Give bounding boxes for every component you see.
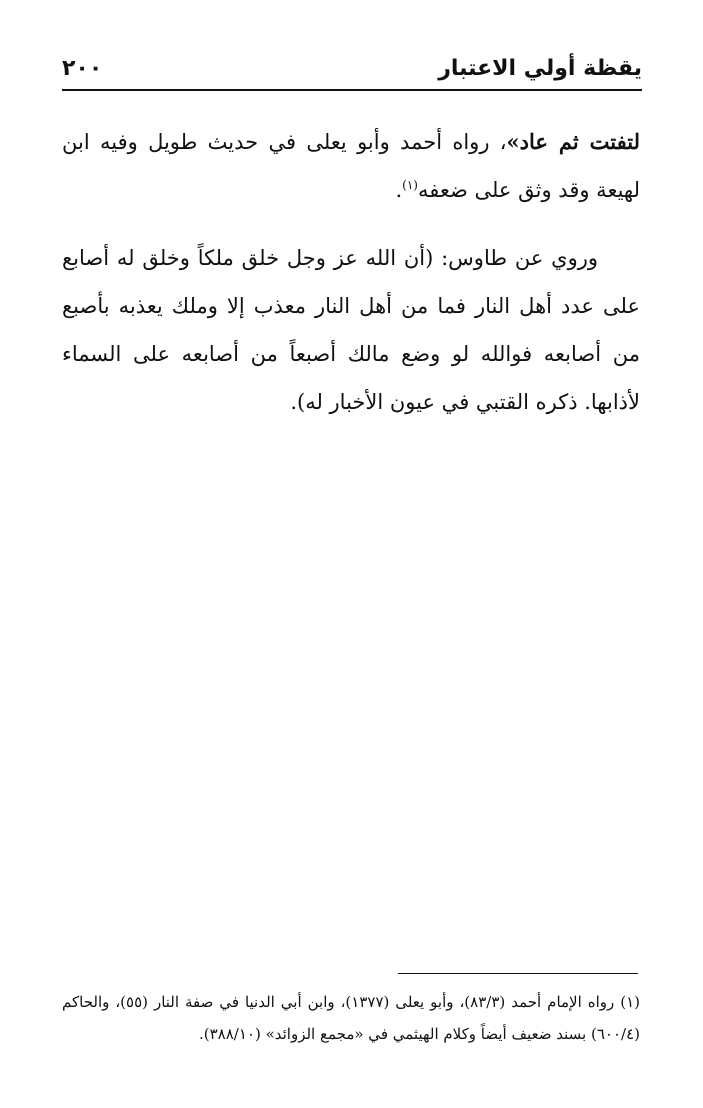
- header-divider: [62, 89, 642, 91]
- footnote-divider: [398, 973, 638, 974]
- footnote-1: (١) رواه الإمام أحمد (٨٣/٣)، وأبو يعلى (١٣٧٧)، وابن أبي الدنيا في صفة النار (٥٥)، والحاكم (٦٠٠/٤) بسند ضعيف أيضاً وكلام الهيثمي في «مجمع الزوائد» (٣٨٨/١٠).: [62, 993, 640, 1043]
- paragraph-1-text: ، رواه أحمد وأبو يعلى في حديث طويل وفيه ابن لهيعة وقد وثق على ضعفه: [62, 130, 640, 202]
- paragraph-1-end: .: [395, 178, 403, 202]
- main-text: [62, 118, 640, 426]
- book-title: يقظة أولي الاعتبار: [438, 56, 642, 81]
- paragraph-1: [62, 118, 640, 214]
- page-number: ٢٠٠: [62, 56, 103, 81]
- paragraph-2: وروي عن طاوس: (أن الله عز وجل خلق ملكاً وخلق له أصابع على عدد أهل النار فما من أهل النار معذب إلا وملك يعذبه بأصبع من أصابعه فوالله لو وضع مالك أصبعاً من أصابعه على السماء لأذابها. ذكره القتبي في عيون الأخبار له).: [62, 246, 640, 414]
- paragraph-1-bold-fragment: لتفتت ثم عاد»: [506, 129, 640, 154]
- running-header: [62, 52, 642, 86]
- footnote-reference: (١): [402, 178, 418, 192]
- footnotes: [62, 986, 640, 1050]
